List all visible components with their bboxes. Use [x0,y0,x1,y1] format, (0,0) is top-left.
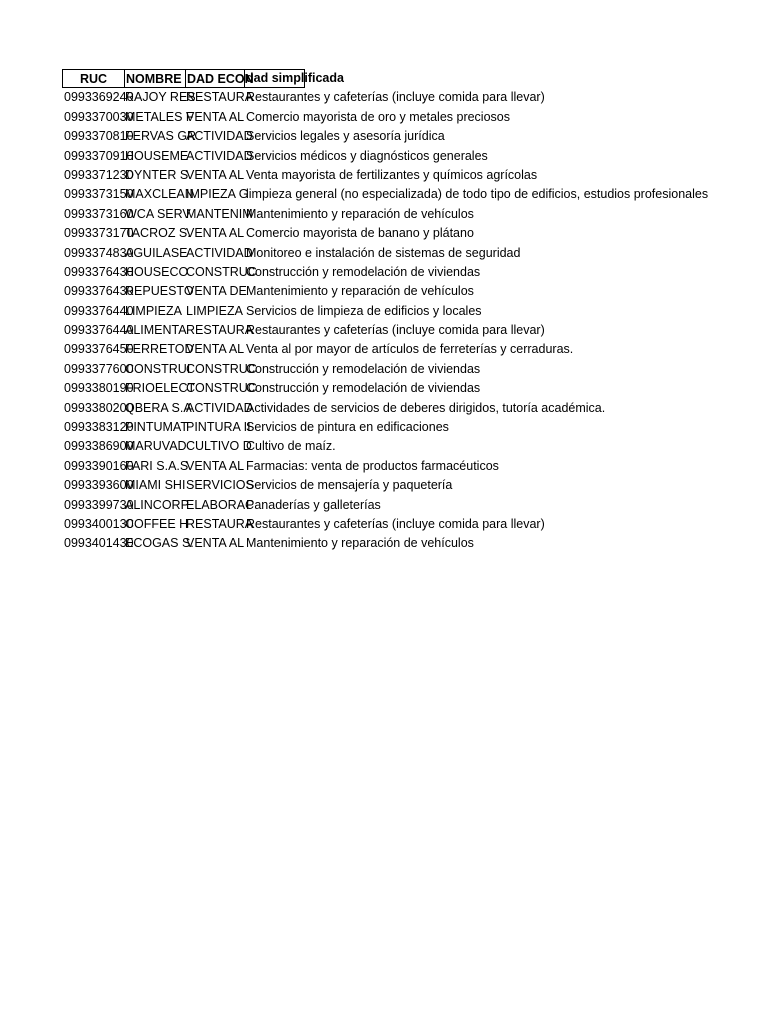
table-row [62,340,668,359]
cell-ruc[interactable]: 0993380190 [64,381,134,396]
table-row [62,88,668,107]
cell-actividad[interactable]: ACTIVIDAD [186,245,253,260]
cell-ruc[interactable]: 0993399730 [64,497,134,512]
cell-ruc[interactable]: 0993401430 [64,536,134,551]
cell-ruc[interactable]: 0993400130 [64,516,134,531]
table-row [62,282,668,301]
table-row [62,224,668,243]
cell-nombre[interactable]: RAJOY RES [125,90,196,105]
cell-simplificada[interactable]: Construcción y remodelación de viviendas [246,381,481,396]
table-row [62,418,668,437]
table-row [62,302,668,321]
cell-ruc[interactable]: 0993373150 [64,187,134,202]
cell-ruc[interactable]: 0993369240 [64,90,134,105]
cell-simplificada[interactable]: Mantenimiento y reparación de vehículos [246,206,474,221]
cell-simplificada[interactable]: Venta al por mayor de artículos de ferreterías y cerraduras. [246,342,574,357]
cell-actividad[interactable]: VENTA AL [186,109,245,124]
table-row [62,437,668,456]
cell-ruc[interactable]: 0993370910 [64,148,134,163]
cell-simplificada[interactable]: Cultivo de maíz. [246,439,336,454]
cell-simplificada[interactable]: limpieza general (no especializada) de todo tipo de edificios, estudios profesionales [246,187,709,202]
cell-actividad[interactable]: RESTAURA [186,323,254,338]
table-row [62,379,668,398]
cell-actividad[interactable]: RESTAURA [186,516,254,531]
cell-nombre[interactable]: FERVAS GR [125,129,197,144]
header-nombre[interactable]: NOMBRE [124,69,185,88]
cell-ruc[interactable]: 0993370810 [64,129,134,144]
table-row [62,399,668,418]
table-row [62,476,668,495]
table-row [62,185,709,204]
cell-actividad[interactable]: ACTIVIDAD [186,129,253,144]
cell-simplificada[interactable]: Restaurantes y cafeterías (incluye comida para llevar) [246,516,545,531]
cell-actividad[interactable]: CONSTRUC [186,264,257,279]
cell-nombre[interactable]: MIAMI SHI [125,478,186,493]
cell-nombre[interactable]: TACROZ S. [125,226,191,241]
table-row [62,108,668,127]
cell-ruc[interactable]: 0993386900 [64,439,134,454]
cell-ruc[interactable]: 0993383120 [64,420,134,435]
cell-simplificada[interactable]: Construcción y remodelación de viviendas [246,264,481,279]
cell-actividad[interactable]: LIMPIEZA [186,303,243,318]
cell-actividad[interactable]: SERVICIOS [186,478,254,493]
cell-simplificada[interactable]: Monitoreo e instalación de sistemas de seguridad [246,245,521,260]
cell-simplificada[interactable]: Comercio mayorista de banano y plátano [246,226,474,241]
table-row [62,127,668,146]
cell-actividad[interactable]: VENTA AL [186,536,245,551]
table-row [62,534,668,553]
cell-actividad[interactable]: CULTIVO D [186,439,252,454]
cell-simplificada[interactable]: Actividades de servicios de deberes dirigidos, tutoría académica. [246,400,606,415]
cell-ruc[interactable]: 0993376440 [64,303,134,318]
cell-simplificada[interactable]: Servicios legales y asesoría jurídica [246,129,445,144]
table-row [62,515,668,534]
cell-nombre[interactable]: HOUSECO [125,264,189,279]
cell-actividad[interactable]: VENTA AL [186,226,245,241]
cell-ruc[interactable]: 0993393600 [64,478,134,493]
cell-simplificada[interactable]: Servicios de pintura en edificaciones [246,420,449,435]
cell-nombre[interactable]: CONSTRUI [125,361,191,376]
cell-ruc[interactable]: 0993390160 [64,458,134,473]
table-row [62,321,668,340]
cell-ruc[interactable]: 0993376430 [64,264,134,279]
cell-ruc[interactable]: 0993376450 [64,342,134,357]
cell-simplificada[interactable]: Mantenimiento y reparación de vehículos [246,284,474,299]
cell-nombre[interactable]: WCA SERV [125,206,191,221]
header-actividad[interactable]: DAD ECON [185,69,245,88]
cell-actividad[interactable]: CONSTRUC [186,381,257,396]
cell-actividad[interactable]: IMPIEZA G [186,187,249,202]
data-rows [62,88,709,553]
cell-nombre[interactable]: MARUVAD [125,439,187,454]
cell-nombre[interactable]: ALINCORP [125,497,189,512]
cell-ruc[interactable]: 0993373170 [64,226,134,241]
cell-simplificada[interactable]: Panaderías y galleterías [246,497,381,512]
cell-ruc[interactable]: 0993377600 [64,361,134,376]
table-row [62,457,668,476]
cell-nombre[interactable]: METALES F [125,109,194,124]
cell-nombre[interactable]: FRIOELECT [125,381,196,396]
cell-simplificada[interactable]: Mantenimiento y reparación de vehículos [246,536,474,551]
cell-actividad[interactable]: PINTURA II [186,420,251,435]
header-ruc[interactable]: RUC [62,69,124,88]
table-row [62,263,668,282]
cell-simplificada[interactable]: Construcción y remodelación de viviendas [246,361,481,376]
cell-actividad[interactable]: ELABORAC [186,497,255,512]
cell-nombre[interactable]: LIMPIEZA [125,303,182,318]
cell-nombre[interactable]: MAXCLEAN [125,187,194,202]
cell-nombre[interactable]: AGUILASE [125,245,188,260]
header-simplificada[interactable]: dad simplificada [246,71,344,85]
cell-actividad[interactable]: VENTA AL [186,342,245,357]
cell-ruc[interactable]: 0993370030 [64,109,134,124]
cell-ruc[interactable]: 0993374830 [64,245,134,260]
cell-nombre[interactable]: FARI S.A.S [125,458,189,473]
table-row [62,244,668,263]
cell-actividad[interactable]: VENTA AL [186,458,245,473]
cell-ruc[interactable]: 0993371230 [64,167,134,182]
cell-actividad[interactable]: CONSTRUC [186,361,257,376]
cell-simplificada[interactable]: Restaurantes y cafeterías (incluye comida para llevar) [246,323,545,338]
spreadsheet [62,69,709,554]
cell-nombre[interactable]: HOUSEME [125,148,189,163]
cell-ruc[interactable]: 0993376440 [64,323,134,338]
cell-actividad[interactable]: RESTAURA [186,90,254,105]
cell-nombre[interactable]: ALIMENTA [125,323,187,338]
header-row [62,69,668,88]
cell-ruc[interactable]: 0993373160 [64,206,134,221]
cell-simplificada[interactable]: Servicios de mensajería y paquetería [246,478,453,493]
table-row [62,166,668,185]
cell-simplificada[interactable]: Farmacias: venta de productos farmacéuticos [246,458,499,473]
cell-nombre[interactable]: REPUESTO [125,284,194,299]
cell-actividad[interactable]: ACTIVIDAD [186,400,253,415]
cell-ruc[interactable]: 0993376430 [64,284,134,299]
cell-nombre[interactable]: ECOGAS S. [125,536,194,551]
cell-simplificada[interactable]: Restaurantes y cafeterías (incluye comida para llevar) [246,90,545,105]
cell-actividad[interactable]: VENTA DE [186,284,247,299]
cell-nombre[interactable]: FERRETOD [125,342,194,357]
cell-simplificada[interactable]: Comercio mayorista de oro y metales preciosos [246,109,510,124]
cell-nombre[interactable]: DYNTER S. [125,167,192,182]
cell-simplificada[interactable]: Servicios de limpieza de edificios y locales [246,303,482,318]
table-row [62,360,668,379]
cell-simplificada[interactable]: Venta mayorista de fertilizantes y químicos agrícolas [246,167,538,182]
cell-nombre[interactable]: PINTUMAT [125,420,188,435]
cell-simplificada[interactable]: Servicios médicos y diagnósticos generales [246,148,488,163]
table-row [62,205,668,224]
cell-actividad[interactable]: VENTA AL [186,167,245,182]
table-row [62,147,668,166]
cell-nombre[interactable]: COFFEE H [125,516,189,531]
cell-actividad[interactable]: MANTENIM [186,206,253,221]
cell-actividad[interactable]: ACTIVIDAD [186,148,253,163]
cell-nombre[interactable]: QBERA S.A [125,400,192,415]
table-row [62,496,668,515]
cell-ruc[interactable]: 0993380200 [64,400,134,415]
